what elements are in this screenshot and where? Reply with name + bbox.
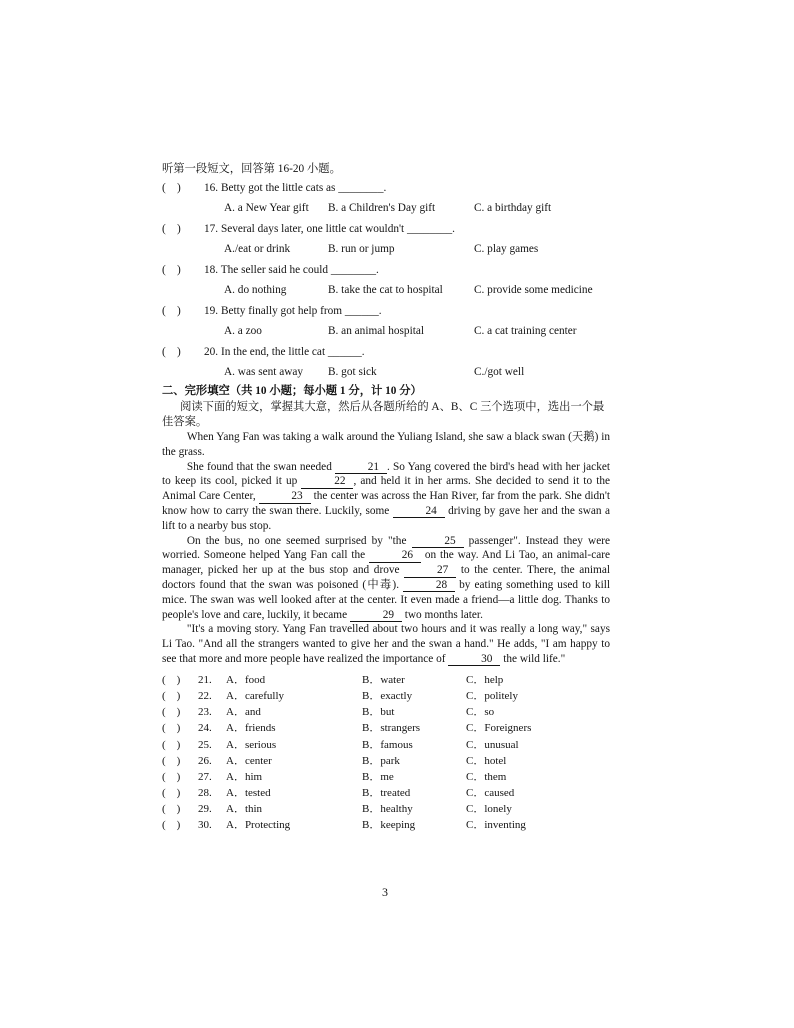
option-b: B. take the cat to hospital: [328, 284, 443, 297]
passage-text: to the center. There, the animal doctors found that the swan was poisoned (中毒).: [162, 564, 610, 591]
option-b: B．strangers: [362, 722, 421, 735]
option-a: A．friends: [226, 722, 276, 735]
answer-bracket[interactable]: ( ): [162, 770, 181, 783]
item-number: 22.: [198, 689, 212, 702]
option-a: A．thin: [226, 803, 263, 816]
option-a: A. was sent away: [224, 366, 304, 379]
option-c: C．them: [466, 770, 507, 783]
cloze-section-title: 二、完形填空（共 10 小题；每小题 1 分，计 10 分）: [162, 385, 422, 398]
option-a: A．him: [226, 770, 263, 783]
option-c: C．lonely: [466, 803, 512, 816]
cloze-row-24: [162, 721, 610, 737]
item-number: 23.: [198, 706, 212, 719]
cloze-row-22: [162, 689, 610, 705]
answer-bracket[interactable]: ( ): [162, 819, 181, 832]
option-b: B. run or jump: [328, 243, 395, 256]
option-a: A．Protecting: [226, 819, 291, 832]
question-stem: 16. Betty got the little cats as ________.: [204, 182, 387, 195]
passage-paragraph-3: [162, 534, 610, 623]
option-c: C．Foreigners: [466, 722, 532, 735]
option-a: A./eat or drink: [224, 243, 291, 256]
answer-bracket[interactable]: ( ): [162, 722, 181, 735]
answer-bracket[interactable]: ( ): [162, 264, 181, 277]
option-c: C. a cat training center: [474, 325, 577, 338]
item-number: 29.: [198, 803, 212, 816]
page-content: [162, 162, 610, 835]
cloze-row-25: [162, 738, 610, 754]
option-b: B．but: [362, 706, 395, 719]
question-20: [162, 345, 610, 382]
cloze-row-23: [162, 705, 610, 721]
passage-text: by eating something used to kill mice. The swan was well looked after at the center. It even made a friend—a little dog. Thanks to people's love and care, luckily, it became: [162, 578, 610, 621]
option-a: A. a zoo: [224, 325, 262, 338]
blank-21[interactable]: 21: [335, 461, 387, 474]
passage-paragraph-4: [162, 622, 610, 666]
option-c: C. play games: [474, 243, 539, 256]
page-number: 3: [382, 885, 388, 899]
option-c: C. a birthday gift: [474, 202, 552, 215]
blank-25[interactable]: 25: [412, 535, 464, 548]
passage-paragraph-2: [162, 460, 610, 534]
answer-bracket[interactable]: ( ): [162, 223, 181, 236]
blank-23[interactable]: 23: [259, 490, 311, 503]
option-a: A．serious: [226, 738, 277, 751]
option-b: B．keeping: [362, 819, 416, 832]
passage-text: "It's a moving story. Yang Fan travelled about two hours and it was really a long way," says Li Tao. "And all the strangers wanted to give her and the swan a hand." He adds, "I am happy to see that more and more people have realized the importance of: [162, 623, 610, 665]
passage-text: the center was across the Han River, far from the park. She didn't know how to carry the swan there. Luckily, some: [162, 490, 610, 517]
question-18: [162, 263, 610, 304]
option-c: C．caused: [466, 787, 515, 800]
blank-27[interactable]: 27: [404, 564, 456, 577]
item-number: 26.: [198, 754, 212, 767]
cloze-row-21: [162, 673, 610, 689]
option-b: B．me: [362, 770, 394, 783]
option-b: B．treated: [362, 787, 411, 800]
answer-bracket[interactable]: ( ): [162, 305, 181, 318]
passage-text: on the way. And Li Tao, an animal-care manager, picked her up at the bus stop and drove: [162, 549, 610, 577]
blank-29[interactable]: 29: [350, 609, 402, 622]
passage-text: driving by gave her and the swan a lift to a nearby bus stop.: [162, 504, 610, 532]
blank-26[interactable]: 26: [369, 549, 421, 562]
option-b: B．healthy: [362, 803, 413, 816]
option-c: C．inventing: [466, 819, 526, 832]
passage-text: passenger". Instead they were worried. Someone helped Yang Fan call the: [162, 534, 610, 562]
answer-bracket[interactable]: ( ): [162, 346, 181, 359]
option-a: A. a New Year gift: [224, 202, 309, 215]
option-b: B．exactly: [362, 689, 413, 702]
option-b: B. a Children's Day gift: [328, 202, 436, 215]
option-c: C．politely: [466, 689, 518, 702]
cloze-row-28: [162, 786, 610, 802]
option-a: A．and: [226, 706, 261, 719]
passage-text: On the bus, no one seemed surprised by "the: [186, 534, 412, 547]
cloze-instruction: 阅读下面的短文，掌握其大意，然后从各题所给的 A、B、C 三个选项中，选出一个最佳答案。: [162, 400, 605, 428]
option-c: C./got well: [474, 366, 525, 379]
cloze-passage: [162, 430, 610, 667]
answer-bracket[interactable]: ( ): [162, 803, 181, 816]
cloze-options: [162, 673, 610, 835]
question-stem: 17. Several days later, one little cat wouldn't ________.: [204, 223, 455, 236]
cloze-row-29: [162, 802, 610, 818]
option-b: B. an animal hospital: [328, 325, 425, 338]
item-number: 30.: [198, 819, 212, 832]
option-a: A．center: [226, 754, 272, 767]
question-17: [162, 222, 610, 263]
option-b: B．water: [362, 673, 405, 686]
option-b: B．park: [362, 754, 400, 767]
cloze-row-26: [162, 754, 610, 770]
item-number: 28.: [198, 787, 212, 800]
option-c: C．hotel: [466, 754, 507, 767]
passage-text: , and held it in her arms. She decided to send it to the Animal Care Center,: [162, 475, 610, 503]
option-c: C．help: [466, 673, 504, 686]
blank-30[interactable]: 30: [448, 653, 500, 666]
answer-bracket[interactable]: ( ): [162, 738, 181, 751]
option-a: A．food: [226, 673, 266, 686]
option-b: B．famous: [362, 738, 413, 751]
option-c: C. provide some medicine: [474, 284, 593, 297]
passage-text: two months later.: [401, 608, 483, 621]
answer-bracket[interactable]: ( ): [162, 787, 181, 800]
answer-bracket[interactable]: ( ): [162, 673, 181, 686]
question-stem: 18. The seller said he could ________.: [204, 264, 379, 277]
option-a: A. do nothing: [224, 284, 287, 297]
listening-questions: [162, 181, 610, 382]
option-c: C．so: [466, 706, 495, 719]
option-a: A．tested: [226, 787, 271, 800]
passage-text: the wild life.": [500, 652, 566, 665]
cloze-row-30: [162, 818, 610, 834]
question-stem: 20. In the end, the little cat ______.: [204, 346, 365, 359]
option-c: C．unusual: [466, 738, 519, 751]
item-number: 24.: [198, 722, 212, 735]
option-b: B. got sick: [328, 366, 377, 379]
answer-bracket[interactable]: ( ): [162, 706, 181, 719]
item-number: 25.: [198, 738, 212, 751]
blank-22[interactable]: 22: [301, 475, 353, 488]
passage-text: . So Yang covered the bird's head with her jacket to keep its cool, picked it up: [162, 460, 610, 488]
answer-bracket[interactable]: ( ): [162, 689, 181, 702]
item-number: 27.: [198, 770, 212, 783]
answer-bracket[interactable]: ( ): [162, 182, 181, 195]
listening-intro: 听第一段短文，回答第 16-20 小题。: [162, 163, 341, 175]
question-stem: 19. Betty finally got help from ______.: [204, 305, 382, 318]
passage-paragraph-1: When Yang Fan was taking a walk around the Yuliang Island, she saw a black swan (天鹅) in the grass.: [162, 431, 610, 458]
item-number: 21.: [198, 673, 212, 686]
question-16: [162, 181, 610, 222]
cloze-row-27: [162, 770, 610, 786]
answer-bracket[interactable]: ( ): [162, 754, 181, 767]
question-19: [162, 304, 610, 345]
passage-text: She found that the swan needed: [186, 460, 335, 473]
blank-24[interactable]: 24: [393, 505, 445, 518]
blank-28[interactable]: 28: [403, 579, 455, 592]
option-a: A．carefully: [226, 689, 285, 702]
